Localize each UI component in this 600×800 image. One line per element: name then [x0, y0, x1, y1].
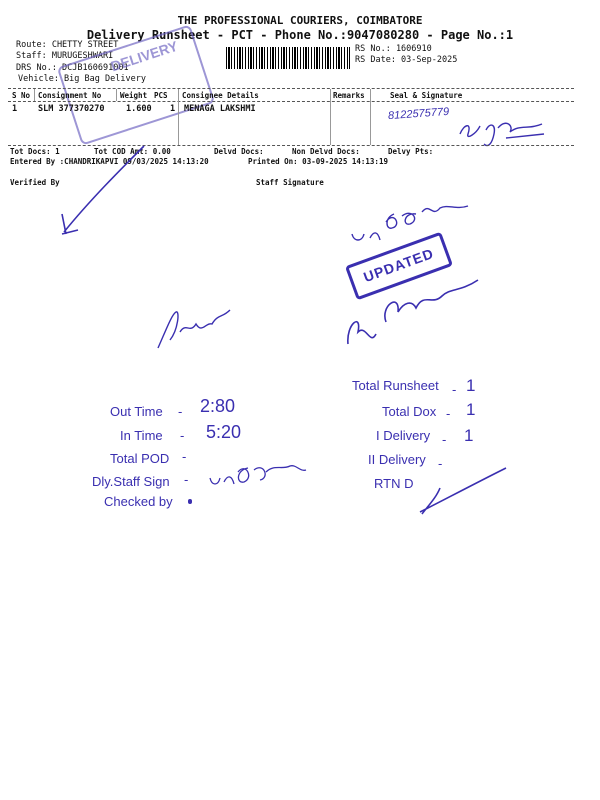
staff-signature-label: Staff Signature [256, 178, 324, 187]
col-sep [370, 89, 371, 145]
total-dox-label: Total Dox [382, 404, 437, 419]
verified-by-label: Verified By [10, 178, 60, 187]
col-sep [330, 89, 331, 145]
rs-date: RS Date: 03-Sep-2025 [355, 55, 458, 65]
total-runsheet-value: 1 [466, 376, 476, 395]
dash: - [180, 428, 185, 443]
row-consignee: MENAGA LAKSHMI [184, 104, 256, 114]
rs-number: RS No.: 1606910 [355, 44, 432, 54]
delivery-stamp-text: DELIVERY [108, 37, 180, 75]
col-pcs: PCS [154, 91, 168, 100]
printed-on: Printed On: 03-09-2025 14:13:19 [248, 157, 388, 166]
checked-by-mark [188, 499, 192, 504]
total-runsheet-label: Total Runsheet [352, 378, 439, 393]
rtn-label: RTN D [374, 476, 414, 491]
vehicle-label: Vehicle: Big Bag Delivery [18, 74, 146, 84]
col-consignment: Consignment No [38, 91, 102, 100]
table-top-rule [8, 88, 574, 89]
i-delivery-label: I Delivery [376, 428, 431, 443]
route-label: Route: CHETTY STREET [16, 40, 119, 50]
col-consignee: Consignee Details [182, 91, 259, 100]
check-mark-icon [40, 140, 150, 240]
entered-by: Entered By :CHANDRIKAPVI 09/03/2025 14:13:20 [10, 157, 209, 166]
dash: - [178, 404, 183, 419]
consignee-signature-icon [450, 104, 550, 150]
dash: - [438, 456, 443, 471]
row-sno: 1 [12, 104, 18, 114]
dash: - [184, 472, 189, 487]
i-delivery-value: 1 [464, 426, 474, 445]
out-time-value: 2:80 [200, 396, 236, 416]
total-cod: Tot COD Amt: 0.00 [94, 147, 171, 156]
total-dox-value: 1 [466, 400, 476, 419]
col-sno: S No [12, 91, 31, 100]
col-sep [178, 89, 179, 145]
checked-by-label: Checked by [104, 494, 173, 509]
dly-staff-signature-icon [206, 460, 316, 492]
row-consignment: SLM 377370270 [38, 104, 105, 114]
barcode-icon [226, 47, 350, 69]
in-time-label: In Time [120, 428, 163, 443]
approval-check-icon [410, 462, 520, 522]
row-weight: 1.600 [126, 104, 152, 114]
col-sep [116, 89, 117, 101]
dash: - [182, 449, 187, 464]
table-header-rule [8, 101, 574, 102]
verifier-signature-icon [150, 300, 240, 360]
non-delivered-docs: Non Delvd Docs: [292, 147, 360, 156]
col-remarks: Remarks [333, 91, 365, 100]
col-seal-signature: Seal & Signature [390, 91, 463, 100]
drs-number: DRS No.: DCJB160691001 [16, 63, 129, 73]
out-time-label: Out Time [110, 404, 163, 419]
col-weight: Weight [120, 91, 148, 100]
total-pod-label: Total POD [110, 451, 170, 466]
dash: - [442, 432, 447, 447]
total-docs: Tot Docs: 1 [10, 147, 60, 156]
in-time-value: 5:20 [206, 422, 242, 442]
dash: - [446, 406, 451, 421]
delivery-points: Delvy Pts: [388, 147, 434, 156]
dly-staff-sign-label: Dly.Staff Sign [92, 474, 170, 489]
col-sep [34, 89, 35, 101]
runsheet-title: Delivery Runsheet - PCT - Phone No.:9047080280 - Page No.:1 [86, 28, 514, 42]
delivered-docs: Delvd Docs: [214, 147, 264, 156]
row-phone-handwritten: 8122575779 [387, 105, 450, 123]
staff-label: Staff: MURUGESHWARI [16, 51, 114, 61]
company-name: THE PROFESSIONAL COURIERS, COIMBATORE [177, 14, 423, 27]
dash: - [452, 382, 457, 397]
updated-stamp-text: UPDATED [361, 244, 436, 286]
ii-delivery-label: II Delivery [368, 452, 426, 467]
row-pcs: 1 [170, 104, 176, 114]
